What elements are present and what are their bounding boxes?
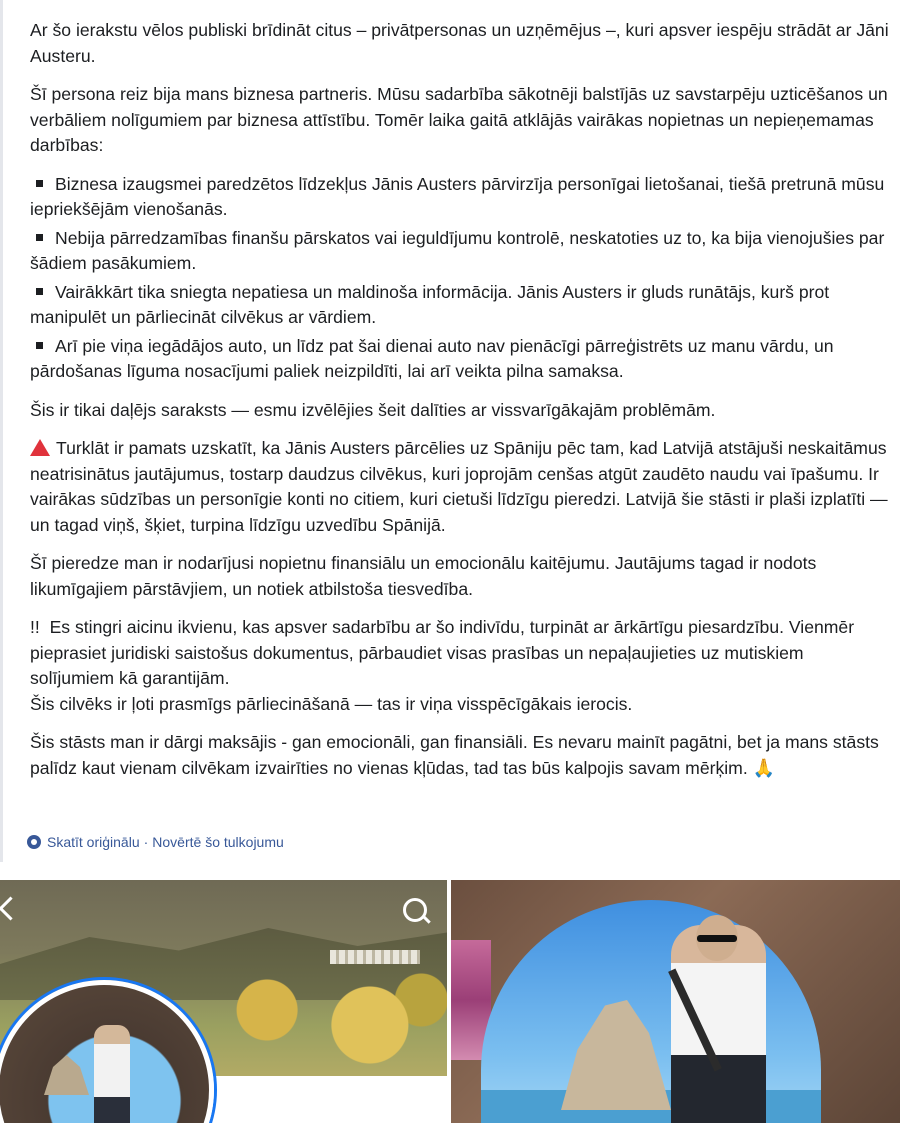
- see-original-link[interactable]: Skatīt oriģinālu: [47, 834, 140, 850]
- cover-trees: [190, 970, 447, 1070]
- standing-person: [671, 925, 766, 1123]
- bullet-icon: [36, 342, 43, 349]
- list-item: Vairākkārt tika sniegta nepatiesa un maldinoša informācija. Jānis Austers ir gluds runātājs, kurš prot manipulēt un pārliecināt cilvēkus ar vārdiem.: [30, 281, 830, 327]
- post-persuasion: Šis cilvēks ir ļoti prasmīgs pārliecināšanā — tas ir viņa visspēcīgākais ierocis.: [30, 693, 633, 714]
- back-chevron-icon[interactable]: [0, 896, 23, 920]
- search-icon[interactable]: [403, 898, 427, 922]
- issue-list: [30, 172, 890, 385]
- list-item: Arī pie viņa iegādājos auto, un līdz pat šai dienai auto nav pienācīgi pārreģistrēts uz manu vārdu, un pārdošanas līguma nosacījumi paliek neizpildīti, lai arī veikta pilna samaksa.: [30, 335, 834, 381]
- person-under-arch-photo[interactable]: [451, 880, 900, 1123]
- post-harm: Šī pieredze man ir nodarījusi nopietnu finansiālu un emocionālu kaitējumu. Jautājums tagad ir nodots likumīgajiem pārstāvjiem, un notiek atbilstoša tiesvedība.: [30, 553, 817, 599]
- profile-card-area: [200, 1076, 447, 1123]
- warning-triangle-icon: [30, 439, 50, 456]
- avatar[interactable]: [0, 980, 214, 1123]
- photo-grid: [0, 880, 900, 1123]
- bullet-icon: [36, 234, 43, 241]
- rate-translation-link[interactable]: Novērtē šo tulkojumu: [152, 834, 284, 850]
- post-intro: Ar šo ierakstu vēlos publiski brīdināt citus – privātpersonas un uzņēmējus –, kuri apsver iespēju strādāt ar Jāni Austeru.: [30, 20, 889, 66]
- sunglasses: [697, 935, 737, 942]
- double-exclamation-icon: !!: [30, 617, 40, 637]
- translation-separator: ·: [143, 834, 149, 850]
- bullet-icon: [36, 180, 43, 187]
- list-item: Nebija pārredzamības finanšu pārskatos vai ieguldījumu kontrolē, neskatoties uz to, ka bija vienojušies par šādiem pasākumiem.: [30, 227, 885, 273]
- avatar-rock: [44, 1055, 89, 1095]
- bag-strap: [668, 968, 722, 1071]
- list-item: Biznesa izaugsmei paredzētos līdzekļus Jānis Austers pārvirzīja personīgai lietošanai, tiešā pretrunā mūsu iepriekšējām vienošanās.: [30, 173, 885, 219]
- praying-hands-icon: 🙏: [752, 757, 776, 778]
- post-spain: Turklāt ir pamats uzskatīt, ka Jānis Austers pārcēlies uz Spāniju pēc tam, kad Latvijā atstājuši neskaitāmus neatrisinātus jautājumus, tostarp daudzus cilvēkus, kuri joprojām cenšas atgūt zaudēto naudu vai īpašumu. Ir vairākas sūdzības un personīgie konti no citiem, kuri cietuši līdzīgu pieredzi. Latvijā šie stāsti ir plaši izplatīti — un tagad viņš, šķiet, turpina līdzīgu uzvedību Spānijā.: [30, 438, 888, 535]
- translation-bar: [27, 834, 284, 850]
- post-closing: Šis stāsts man ir dārgi maksājis - gan emocionāli, gan finansiāli. Es nevaru mainīt pagātni, bet ja mans stāsts palīdz kaut vienam cilvēkam izvairīties no vienas kļūdas, tad tas būs kalpojis savam mērķim. 🙏: [30, 730, 890, 781]
- post-warning: !! Es stingri aicinu ikvienu, kas apsver sadarbību ar šo indivīdu, turpināt ar ārkārtīgu piesardzību. Vienmēr pieprasiet juridiski saistošus dokumentus, pārbaudiet visas prasības un nepaļaujieties uz mutiskiem solījumiem kā garantijām. Šis cilvēks ir ļoti prasmīgs pārliecināšanā — tas ir viņa visspēcīgākais ierocis.: [30, 617, 855, 714]
- gear-icon[interactable]: [27, 835, 41, 849]
- cover-village: [330, 950, 420, 964]
- post-body: [30, 18, 890, 794]
- post-background: Šī persona reiz bija mans biznesa partneris. Mūsu sadarbība sākotnēji balstījās uz savstarpēju uzticēšanos un verbāliem nolīgumiem par biznesa attīstību. Tomēr laika gaitā atklājās vairākas nopietnas un nepieņemamas darbības:: [30, 84, 888, 155]
- bullet-icon: [36, 288, 43, 295]
- avatar-person: [94, 1025, 130, 1123]
- post-partial-list: Šis ir tikai daļējs saraksts — esmu izvēlējies šeit dalīties ar vissvarīgākajām problēmām.: [30, 399, 716, 420]
- profile-screenshot-photo[interactable]: [0, 880, 447, 1123]
